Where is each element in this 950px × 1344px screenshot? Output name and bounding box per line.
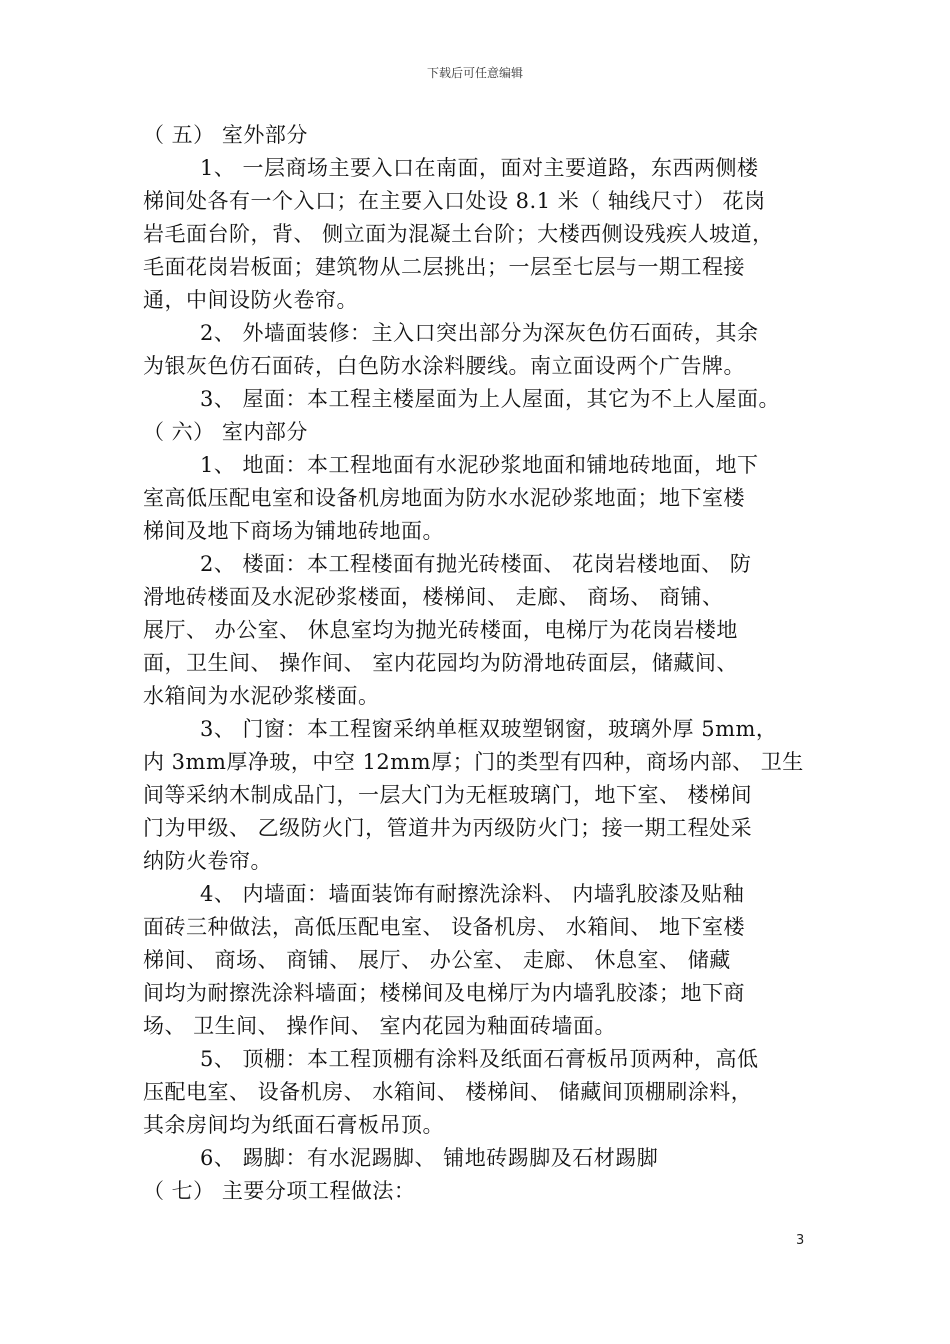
paragraph-line: 压配电室、 设备机房、 水箱间、 楼梯间、 储藏间顶棚刷涂料，	[143, 1080, 753, 1104]
paragraph-line: 4、 内墙面：墙面装饰有耐擦洗涂料、 内墙乳胶漆及贴釉	[200, 882, 745, 906]
paragraph-line: 2、 楼面：本工程楼面有抛光砖楼面、 花岗岩楼地面、 防	[200, 552, 752, 576]
paragraph-line: 间均为耐擦洗涂料墙面；楼梯间及电梯厅为内墙乳胶漆；地下商	[143, 981, 745, 1005]
paragraph-line: 2、 外墙面装修：主入口突出部分为深灰色仿石面砖，其余	[200, 321, 759, 345]
document-body	[143, 119, 823, 1208]
paragraph-line: 梯间、 商场、 商铺、 展厅、 办公室、 走廊、 休息室、 储藏	[143, 948, 731, 972]
paragraph-line: 1、 一层商场主要入口在南面，面对主要道路，东西两侧楼	[200, 156, 759, 180]
paragraph-line: 3、 屋面：本工程主楼屋面为上人屋面，其它为不上人屋面。	[200, 387, 781, 411]
paragraph-line: 滑地砖楼面及水泥砂浆楼面，楼梯间、 走廊、 商场、 商铺、	[143, 585, 724, 609]
section-heading-works: （ 七） 主要分项工程做法：	[143, 1179, 416, 1203]
paragraph-line: 门为甲级、 乙级防火门，管道井为丙级防火门；接一期工程处采	[143, 816, 753, 840]
section-heading-interior: （ 六） 室内部分	[143, 420, 308, 444]
paragraph-line: 内 3mm厚净玻，中空 12mm厚；门的类型有四种，商场内部、 卫生	[143, 750, 804, 774]
paragraph-line: 通，中间设防火卷帘。	[143, 288, 358, 312]
paragraph-line: 梯间及地下商场为铺地砖地面。	[143, 519, 444, 543]
paragraph-line: 岩毛面台阶，背、 侧立面为混凝土台阶；大楼西侧设残疾人坡道，	[143, 222, 774, 246]
paragraph-line: 为银灰色仿石面砖，白色防水涂料腰线。南立面设两个广告牌。	[143, 354, 745, 378]
paragraph-line: 3、 门窗：本工程窗采纳单框双玻塑钢窗，玻璃外厚 5mm，	[200, 717, 778, 741]
paragraph-line: 5、 顶棚：本工程顶棚有涂料及纸面石膏板吊顶两种，高低	[200, 1047, 759, 1071]
paragraph-line: 面砖三种做法，高低压配电室、 设备机房、 水箱间、 地下室楼	[143, 915, 746, 939]
paragraph-line: 室高低压配电室和设备机房地面为防水水泥砂浆地面；地下室楼	[143, 486, 745, 510]
page-number: 3	[796, 1233, 805, 1248]
paragraph-line: 纳防火卷帘。	[143, 849, 272, 873]
paragraph-line: 6、 踢脚：有水泥踢脚、 铺地砖踢脚及石材踢脚	[200, 1146, 659, 1170]
paragraph-line: 间等采纳木制成品门，一层大门为无框玻璃门，地下室、 楼梯间	[143, 783, 753, 807]
paragraph-line: 面，卫生间、 操作间、 室内花园均为防滑地砖面层，储藏间、	[143, 651, 738, 675]
page-header: 下载后可任意编辑	[426, 66, 523, 80]
paragraph-line: 其余房间均为纸面石膏板吊顶。	[143, 1113, 444, 1137]
paragraph-line: 毛面花岗岩板面；建筑物从二层挑出；一层至七层与一期工程接	[143, 255, 745, 279]
paragraph-line: 展厅、 办公室、 休息室均为抛光砖楼面，电梯厅为花岗岩楼地	[143, 618, 738, 642]
paragraph-line: 梯间处各有一个入口；在主要入口处设 8.1 米（ 轴线尺寸） 花岗	[143, 189, 766, 213]
paragraph-line: 1、 地面：本工程地面有水泥砂浆地面和铺地砖地面，地下	[200, 453, 759, 477]
section-heading-exterior: （ 五） 室外部分	[143, 123, 308, 147]
paragraph-line: 水箱间为水泥砂浆楼面。	[143, 684, 380, 708]
paragraph-line: 场、 卫生间、 操作间、 室内花园为釉面砖墙面。	[143, 1014, 617, 1038]
